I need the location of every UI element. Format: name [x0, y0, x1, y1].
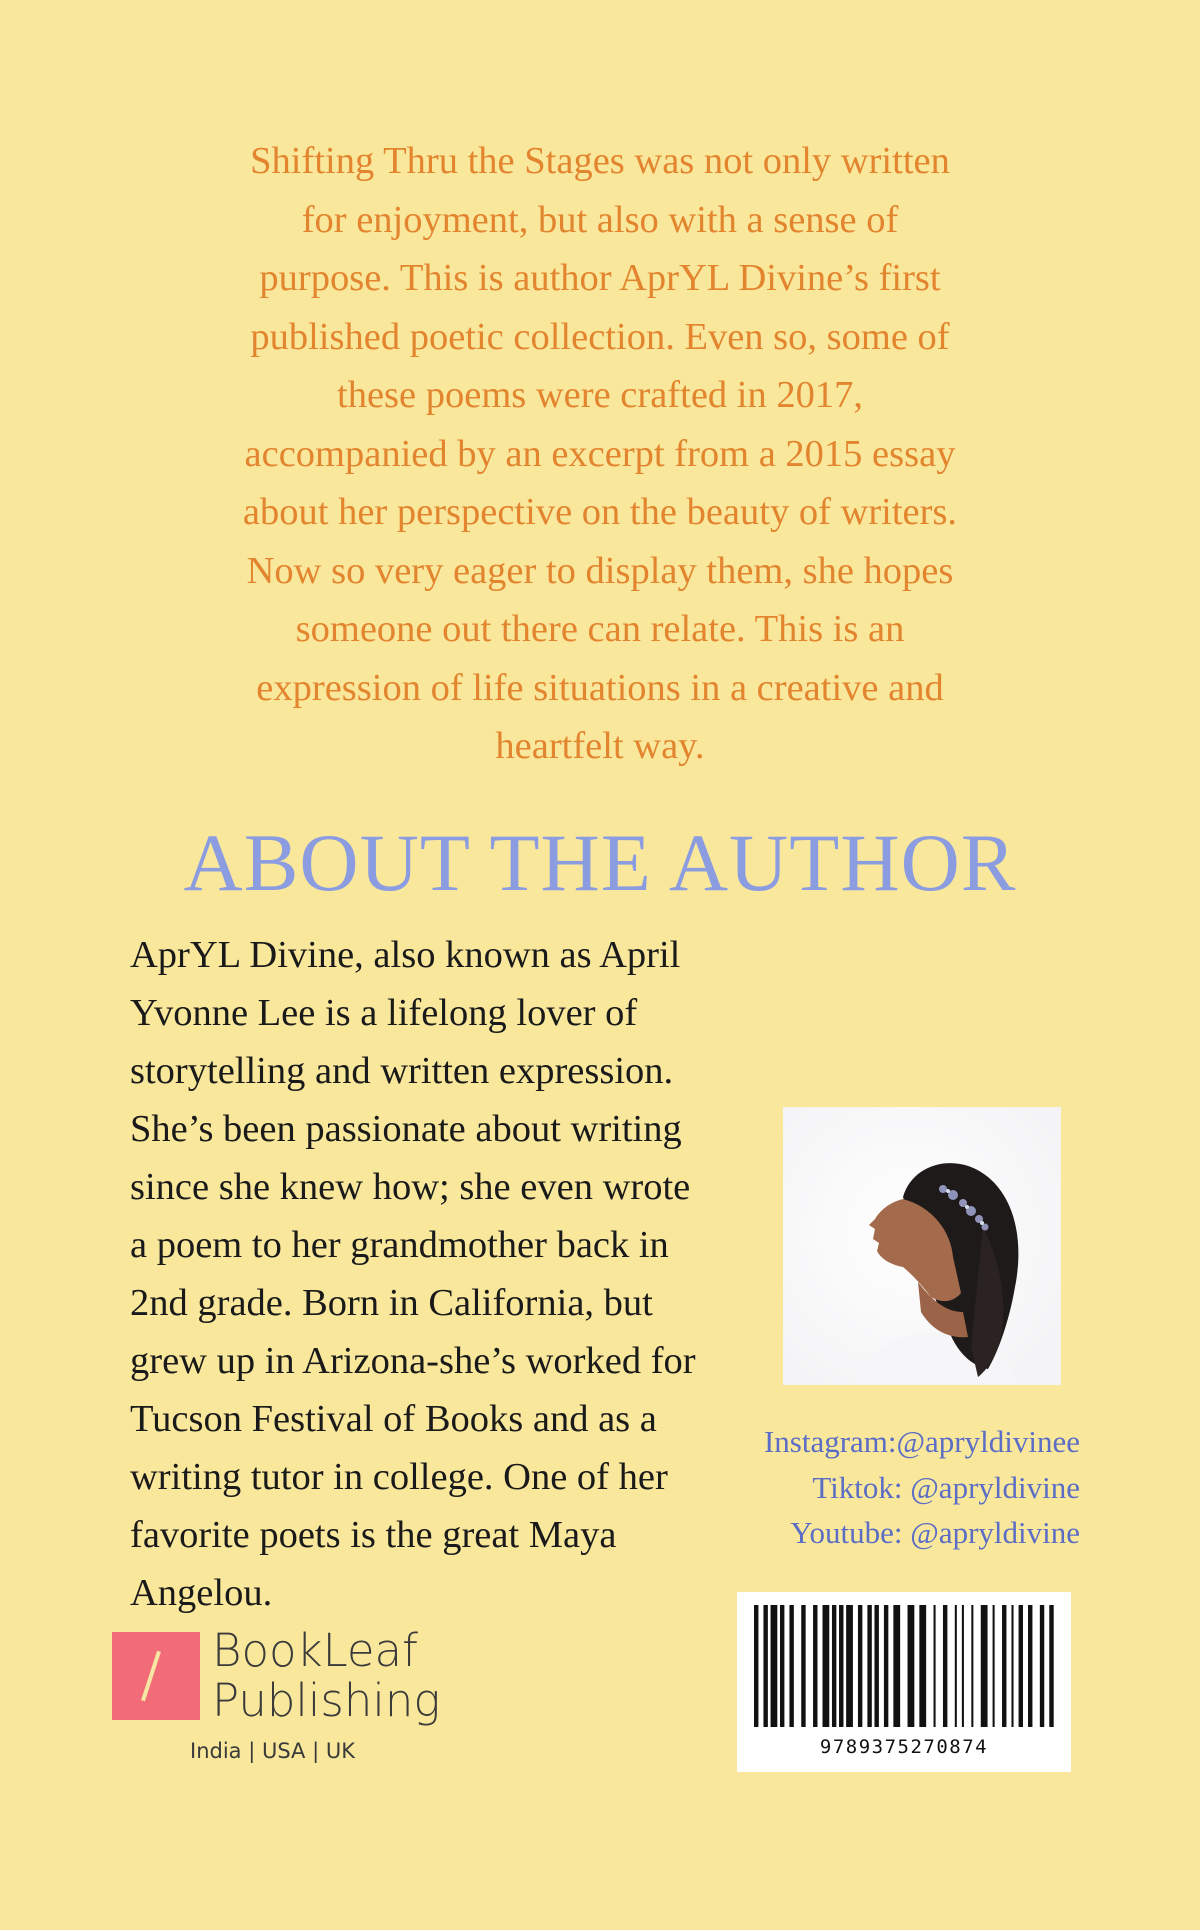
bio-line: writing tutor in college. One of her — [130, 1456, 668, 1498]
bio-line: Angelou. — [130, 1572, 273, 1614]
barcode-bar — [908, 1605, 915, 1727]
blurb-line: expression of life situations in a creative and — [256, 666, 944, 709]
blurb-line: these poems were crafted in 2017, — [337, 374, 863, 416]
barcode-bar — [943, 1605, 947, 1727]
blurb-line: purpose. This is author AprYL Divine’s first — [259, 257, 941, 299]
social-handles — [700, 1419, 1080, 1556]
back-cover-blurb — [130, 132, 1070, 776]
author-portrait-photo — [783, 1107, 1061, 1385]
tiktok-handle: Tiktok: @apryldivine — [812, 1469, 1080, 1505]
bio-line: favorite poets is the great Maya — [130, 1514, 617, 1556]
bio-line: since she knew how; she even wrote — [130, 1166, 691, 1208]
bio-line: 2nd grade. Born in California, but — [130, 1282, 653, 1324]
barcode-bar — [823, 1605, 830, 1727]
bio-line: Tucson Festival of Books and as a — [130, 1398, 657, 1440]
barcode-bar — [874, 1605, 878, 1727]
barcode-bar — [934, 1605, 936, 1727]
barcode-bar — [1049, 1605, 1053, 1727]
barcode-bar — [813, 1605, 817, 1727]
bio-line: Yvonne Lee is a lifelong lover of — [130, 992, 638, 1034]
instagram-handle: Instagram:@apryldivinee — [763, 1424, 1080, 1459]
barcode-bar — [867, 1605, 871, 1727]
barcode-bar — [893, 1605, 900, 1727]
barcode-bar — [801, 1605, 805, 1727]
barcode-bar — [858, 1605, 862, 1727]
author-bio — [130, 926, 760, 1622]
bio-line: a poem to her grandmother back in — [130, 1224, 669, 1266]
barcode-bar — [1019, 1605, 1023, 1727]
blurb-line: Shifting Thru the Stages was not only written — [250, 140, 950, 182]
bio-line: grew up in Arizona-she’s worked for — [130, 1340, 696, 1382]
publisher-regions: India | USA | UK — [190, 1739, 355, 1763]
barcode-bar — [1028, 1605, 1032, 1727]
bio-line: storytelling and written expression. — [130, 1050, 674, 1092]
barcode-bar — [1002, 1605, 1006, 1727]
barcode-bar — [763, 1605, 767, 1727]
isbn-barcode — [737, 1592, 1071, 1772]
barcode-bar — [971, 1605, 973, 1727]
barcode-bar — [789, 1605, 793, 1727]
barcode-bar — [846, 1605, 853, 1727]
barcode-bar — [754, 1605, 758, 1727]
barcode-bar — [919, 1605, 926, 1727]
barcode-bar — [780, 1605, 784, 1727]
blurb-line: someone out there can relate. This is an — [295, 608, 905, 650]
barcode-bar — [884, 1605, 888, 1727]
bio-line: She’s been passionate about writing — [130, 1108, 682, 1150]
blurb-line: Now so very eager to display them, she hopes — [246, 549, 954, 592]
barcode-bar — [981, 1605, 988, 1727]
barcode-bar — [1040, 1605, 1044, 1727]
barcode-bar — [839, 1605, 843, 1727]
barcode-bar — [771, 1605, 778, 1727]
about-the-author-heading: ABOUT THE AUTHOR — [183, 817, 1017, 908]
barcode-bar — [832, 1605, 836, 1727]
barcode-bars — [752, 1605, 1056, 1727]
bio-line: AprYL Divine, also known as April — [130, 934, 681, 976]
barcode-bar — [993, 1605, 995, 1727]
publisher-name-line2: Publishing — [212, 1674, 441, 1727]
blurb-line: about her perspective on the beauty of writers. — [242, 491, 958, 533]
isbn-number: 9789375270874 — [819, 1736, 989, 1758]
youtube-handle: Youtube: @apryldivine — [790, 1515, 1080, 1550]
barcode-bar — [955, 1605, 957, 1727]
barcode-bar — [1011, 1605, 1013, 1727]
blurb-line: for enjoyment, but also with a sense of — [301, 198, 899, 241]
barcode-bar — [962, 1605, 964, 1727]
blurb-line: heartfelt way. — [495, 725, 705, 767]
blurb-line: published poetic collection. Even so, some of — [250, 315, 950, 358]
bookleaf-slash-logo — [112, 1632, 200, 1720]
publisher-name-line1: BookLeaf — [212, 1624, 418, 1677]
blurb-line: accompanied by an excerpt from a 2015 essay — [244, 432, 956, 475]
